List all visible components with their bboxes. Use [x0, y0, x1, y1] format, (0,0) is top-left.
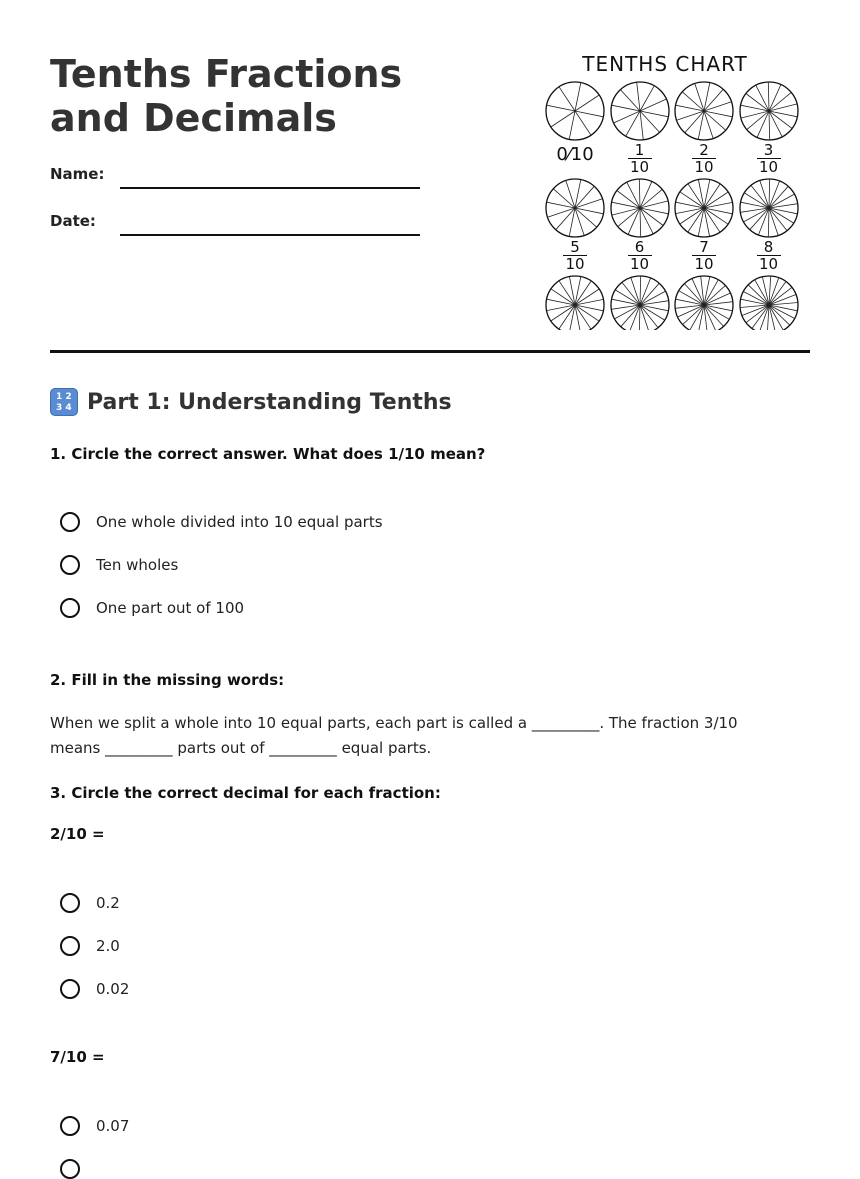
section-title-text: Part 1: Understanding Tenths: [87, 389, 452, 415]
fraction-label: [608, 239, 672, 272]
fraction-denominator: 10: [629, 158, 650, 176]
fraction-label: [737, 142, 801, 175]
tenths-circle: [543, 177, 607, 275]
radio-circle[interactable]: [60, 1159, 80, 1179]
tenths-circle: [737, 274, 801, 330]
name-label: Name:: [50, 165, 105, 183]
option-label: Ten wholes: [96, 556, 179, 574]
tenths-circle: [608, 274, 672, 330]
tenths-chart: [540, 50, 810, 330]
radio-circle[interactable]: [60, 598, 80, 618]
radio-circle[interactable]: [60, 979, 80, 999]
input-numbers-icon: 1 2 3 4: [50, 388, 78, 416]
fraction-label: [608, 142, 672, 175]
question-3: 3. Circle the correct decimal for each fraction:: [50, 784, 441, 802]
tenths-circle: [543, 274, 607, 330]
fraction-numerator: 7: [692, 239, 716, 256]
option-label: One whole divided into 10 equal parts: [96, 513, 383, 531]
option-label: 0.2: [96, 894, 120, 912]
fraction-label: [672, 142, 736, 175]
section-title: [50, 388, 452, 416]
radio-circle[interactable]: [60, 1116, 80, 1136]
q3b-prompt: 7/10 =: [50, 1048, 105, 1066]
date-line[interactable]: [120, 234, 420, 236]
fraction-numerator: 1: [628, 142, 652, 159]
question-2: 2. Fill in the missing words:: [50, 671, 285, 689]
tenths-circle: [737, 177, 801, 275]
radio-circle[interactable]: [60, 893, 80, 913]
fraction-numerator: 2: [692, 142, 716, 159]
option-label: 0.02: [96, 980, 130, 998]
q3a-prompt: 2/10 =: [50, 825, 105, 843]
fraction-numerator: 8: [757, 239, 781, 256]
q3a-option-1[interactable]: [60, 893, 120, 913]
q1-option-3[interactable]: [60, 598, 244, 618]
tenths-circle: [543, 80, 607, 178]
tenths-circle: [608, 177, 672, 275]
option-label: 0.07: [96, 1117, 130, 1135]
option-label: 2.0: [96, 937, 120, 955]
q1-option-1[interactable]: [60, 512, 383, 532]
tenths-circle: [608, 80, 672, 178]
fill-in-paragraph: When we split a whole into 10 equal parts, each part is called a _________. The fraction 3/10 means _________ parts out of _________ equal parts.: [50, 714, 738, 757]
fraction-numerator: 6: [628, 239, 652, 256]
worksheet-header: [50, 0, 810, 353]
tenths-circle: [672, 177, 736, 275]
radio-circle[interactable]: [60, 936, 80, 956]
fraction-label: [672, 239, 736, 272]
q3b-option-2[interactable]: [60, 1159, 96, 1179]
fraction-denominator: 10: [694, 255, 714, 273]
radio-circle[interactable]: [60, 512, 80, 532]
q1-option-2[interactable]: [60, 555, 178, 575]
fraction-label: [737, 239, 801, 272]
worksheet-page: [50, 0, 810, 353]
q3a-option-2[interactable]: [60, 936, 120, 956]
fraction-denominator: 10: [629, 255, 650, 273]
fraction-denominator: 10: [565, 255, 585, 273]
option-label: One part out of 100: [96, 599, 245, 617]
fraction-label: 0⁄10: [556, 144, 594, 165]
fraction-numerator: 3: [757, 142, 781, 159]
tenths-circle: [672, 274, 736, 330]
fraction-label: [543, 239, 607, 272]
q3b-option-1[interactable]: [60, 1116, 129, 1136]
fraction-denominator: 10: [694, 158, 714, 176]
tenths-circle: [737, 80, 801, 178]
chart-title: TENTHS CHART: [582, 52, 748, 76]
fraction-denominator: 10: [758, 158, 779, 176]
page-title: Tenths Fractions and Decimals: [50, 52, 403, 140]
fraction-denominator: 10: [758, 255, 779, 273]
tenths-circle: [672, 80, 736, 178]
name-line[interactable]: [120, 187, 420, 189]
radio-circle[interactable]: [60, 555, 80, 575]
date-label: Date:: [50, 212, 96, 230]
fraction-numerator: 5: [563, 239, 587, 256]
q3a-option-3[interactable]: [60, 979, 129, 999]
question-1: 1. Circle the correct answer. What does 1/10 mean?: [50, 445, 486, 463]
